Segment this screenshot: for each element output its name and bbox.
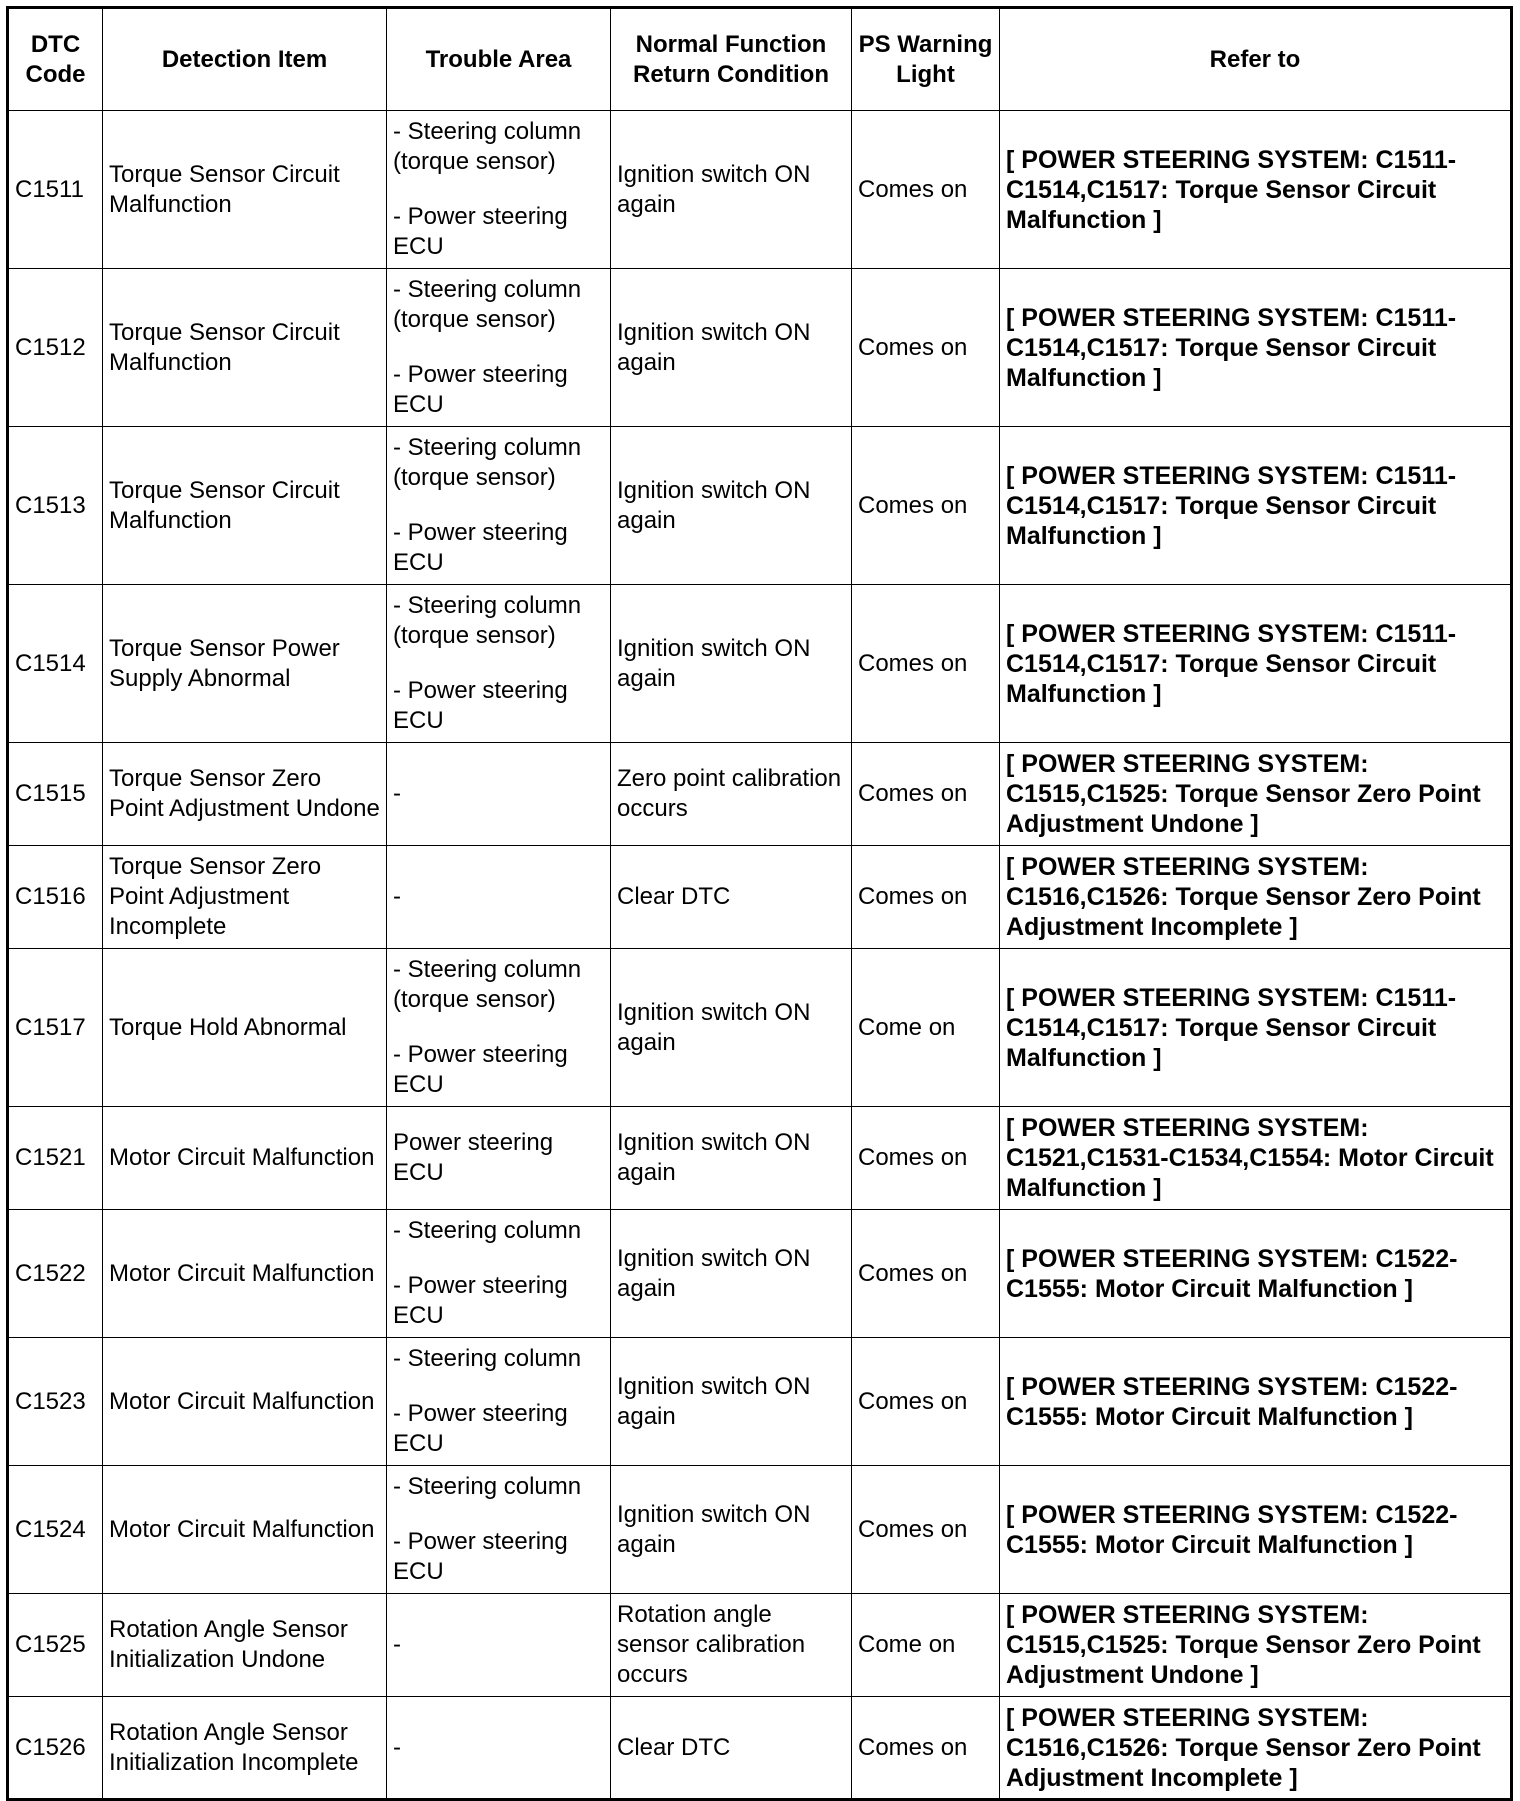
dtc-code-cell: C1515 bbox=[8, 743, 103, 846]
trouble-area-line: - Power steering ECU bbox=[393, 361, 568, 418]
normal-return-cell: Ignition switch ON again bbox=[611, 427, 852, 585]
detection-item-cell: Torque Sensor Zero Point Adjustment Undone bbox=[103, 743, 387, 846]
trouble-area-line: - Power steering ECU bbox=[393, 1400, 568, 1457]
trouble-area-cell bbox=[387, 585, 611, 743]
header-ps-warning-light: PS Warning Light bbox=[852, 8, 1000, 111]
detection-item-cell: Torque Sensor Power Supply Abnormal bbox=[103, 585, 387, 743]
normal-return-cell: Ignition switch ON again bbox=[611, 585, 852, 743]
detection-item-cell: Torque Hold Abnormal bbox=[103, 949, 387, 1107]
normal-return-cell: Clear DTC bbox=[611, 1697, 852, 1800]
trouble-area-cell: - bbox=[387, 1697, 611, 1800]
dtc-code-cell: C1513 bbox=[8, 427, 103, 585]
refer-to-cell: [ POWER STEERING SYSTEM: C1511-C1514,C1517: Torque Sensor Circuit Malfunction ] bbox=[1000, 269, 1512, 427]
normal-return-cell: Zero point calibration occurs bbox=[611, 743, 852, 846]
detection-item-cell: Rotation Angle Sensor Initialization Incomplete bbox=[103, 1697, 387, 1800]
table-row bbox=[8, 743, 1512, 846]
detection-item-cell: Torque Sensor Circuit Malfunction bbox=[103, 111, 387, 269]
refer-to-cell: [ POWER STEERING SYSTEM: C1515,C1525: Torque Sensor Zero Point Adjustment Undone ] bbox=[1000, 743, 1512, 846]
normal-return-cell: Rotation angle sensor calibration occurs bbox=[611, 1594, 852, 1697]
trouble-area-line: - Steering column bbox=[393, 1473, 582, 1500]
trouble-area-cell bbox=[387, 427, 611, 585]
ps-warning-cell: Comes on bbox=[852, 585, 1000, 743]
header-trouble-area: Trouble Area bbox=[387, 8, 611, 111]
refer-to-cell: [ POWER STEERING SYSTEM: C1511-C1514,C1517: Torque Sensor Circuit Malfunction ] bbox=[1000, 427, 1512, 585]
refer-to-cell: [ POWER STEERING SYSTEM: C1511-C1514,C1517: Torque Sensor Circuit Malfunction ] bbox=[1000, 111, 1512, 269]
trouble-area-line: - Power steering ECU bbox=[393, 677, 568, 734]
normal-return-cell: Ignition switch ON again bbox=[611, 1338, 852, 1466]
ps-warning-cell: Comes on bbox=[852, 743, 1000, 846]
ps-warning-cell: Comes on bbox=[852, 111, 1000, 269]
ps-warning-cell: Comes on bbox=[852, 1697, 1000, 1800]
ps-warning-cell: Come on bbox=[852, 1594, 1000, 1697]
dtc-table bbox=[6, 6, 1513, 1801]
trouble-area-cell: - bbox=[387, 1594, 611, 1697]
ps-warning-cell: Comes on bbox=[852, 1338, 1000, 1466]
ps-warning-cell: Comes on bbox=[852, 1210, 1000, 1338]
dtc-code-cell: C1516 bbox=[8, 846, 103, 949]
header-detection-item: Detection Item bbox=[103, 8, 387, 111]
trouble-area-line: - Steering column (torque sensor) bbox=[393, 434, 582, 491]
trouble-area-line: - Power steering ECU bbox=[393, 519, 568, 576]
refer-to-cell: [ POWER STEERING SYSTEM: C1522-C1555: Motor Circuit Malfunction ] bbox=[1000, 1338, 1512, 1466]
header-normal-function-return: Normal Function Return Condition bbox=[611, 8, 852, 111]
table-row bbox=[8, 427, 1512, 585]
normal-return-cell: Ignition switch ON again bbox=[611, 269, 852, 427]
trouble-area-cell: Power steering ECU bbox=[387, 1107, 611, 1210]
trouble-area-cell bbox=[387, 111, 611, 269]
trouble-area-cell: - bbox=[387, 743, 611, 846]
table-row bbox=[8, 269, 1512, 427]
table-row bbox=[8, 949, 1512, 1107]
header-dtc-code: DTC Code bbox=[8, 8, 103, 111]
ps-warning-cell: Come on bbox=[852, 949, 1000, 1107]
ps-warning-cell: Comes on bbox=[852, 269, 1000, 427]
dtc-code-cell: C1523 bbox=[8, 1338, 103, 1466]
dtc-code-cell: C1512 bbox=[8, 269, 103, 427]
dtc-code-cell: C1526 bbox=[8, 1697, 103, 1800]
trouble-area-cell bbox=[387, 1466, 611, 1594]
detection-item-cell: Torque Sensor Circuit Malfunction bbox=[103, 269, 387, 427]
trouble-area-line: - Steering column (torque sensor) bbox=[393, 276, 582, 333]
trouble-area-line: - Steering column (torque sensor) bbox=[393, 118, 582, 175]
ps-warning-cell: Comes on bbox=[852, 427, 1000, 585]
detection-item-cell: Torque Sensor Circuit Malfunction bbox=[103, 427, 387, 585]
trouble-area-cell bbox=[387, 269, 611, 427]
trouble-area-line: - Steering column bbox=[393, 1345, 582, 1372]
trouble-area-line: - Steering column (torque sensor) bbox=[393, 592, 582, 649]
table-row bbox=[8, 846, 1512, 949]
header-refer-to: Refer to bbox=[1000, 8, 1512, 111]
trouble-area-line: - Power steering ECU bbox=[393, 1528, 568, 1585]
refer-to-cell: [ POWER STEERING SYSTEM: C1522-C1555: Motor Circuit Malfunction ] bbox=[1000, 1466, 1512, 1594]
refer-to-cell: [ POWER STEERING SYSTEM: C1521,C1531-C1534,C1554: Motor Circuit Malfunction ] bbox=[1000, 1107, 1512, 1210]
detection-item-cell: Motor Circuit Malfunction bbox=[103, 1466, 387, 1594]
trouble-area-line: - Power steering ECU bbox=[393, 1041, 568, 1098]
normal-return-cell: Ignition switch ON again bbox=[611, 111, 852, 269]
detection-item-cell: Rotation Angle Sensor Initialization Undone bbox=[103, 1594, 387, 1697]
table-row bbox=[8, 111, 1512, 269]
detection-item-cell: Motor Circuit Malfunction bbox=[103, 1338, 387, 1466]
table-row bbox=[8, 1338, 1512, 1466]
refer-to-cell: [ POWER STEERING SYSTEM: C1511-C1514,C1517: Torque Sensor Circuit Malfunction ] bbox=[1000, 949, 1512, 1107]
refer-to-cell: [ POWER STEERING SYSTEM: C1515,C1525: Torque Sensor Zero Point Adjustment Undone ] bbox=[1000, 1594, 1512, 1697]
normal-return-cell: Ignition switch ON again bbox=[611, 949, 852, 1107]
dtc-code-cell: C1511 bbox=[8, 111, 103, 269]
table-row bbox=[8, 1466, 1512, 1594]
trouble-area-line: - Steering column (torque sensor) bbox=[393, 956, 582, 1013]
detection-item-cell: Motor Circuit Malfunction bbox=[103, 1107, 387, 1210]
detection-item-cell: Torque Sensor Zero Point Adjustment Incomplete bbox=[103, 846, 387, 949]
ps-warning-cell: Comes on bbox=[852, 1107, 1000, 1210]
table-row bbox=[8, 1107, 1512, 1210]
trouble-area-cell bbox=[387, 1210, 611, 1338]
trouble-area-line: - Steering column bbox=[393, 1217, 582, 1244]
dtc-code-cell: C1522 bbox=[8, 1210, 103, 1338]
normal-return-cell: Ignition switch ON again bbox=[611, 1210, 852, 1338]
refer-to-cell: [ POWER STEERING SYSTEM: C1511-C1514,C1517: Torque Sensor Circuit Malfunction ] bbox=[1000, 585, 1512, 743]
dtc-code-cell: C1514 bbox=[8, 585, 103, 743]
normal-return-cell: Ignition switch ON again bbox=[611, 1107, 852, 1210]
dtc-code-cell: C1521 bbox=[8, 1107, 103, 1210]
normal-return-cell: Clear DTC bbox=[611, 846, 852, 949]
trouble-area-line: - Power steering ECU bbox=[393, 203, 568, 260]
refer-to-cell: [ POWER STEERING SYSTEM: C1522-C1555: Motor Circuit Malfunction ] bbox=[1000, 1210, 1512, 1338]
dtc-code-cell: C1524 bbox=[8, 1466, 103, 1594]
table-row bbox=[8, 1697, 1512, 1800]
ps-warning-cell: Comes on bbox=[852, 1466, 1000, 1594]
ps-warning-cell: Comes on bbox=[852, 846, 1000, 949]
header-row bbox=[8, 8, 1512, 111]
trouble-area-line: - Power steering ECU bbox=[393, 1272, 568, 1329]
table-row bbox=[8, 1594, 1512, 1697]
refer-to-cell: [ POWER STEERING SYSTEM: C1516,C1526: Torque Sensor Zero Point Adjustment Incomplete ] bbox=[1000, 1697, 1512, 1800]
refer-to-cell: [ POWER STEERING SYSTEM: C1516,C1526: Torque Sensor Zero Point Adjustment Incomplete ] bbox=[1000, 846, 1512, 949]
dtc-code-cell: C1517 bbox=[8, 949, 103, 1107]
trouble-area-cell bbox=[387, 949, 611, 1107]
detection-item-cell: Motor Circuit Malfunction bbox=[103, 1210, 387, 1338]
dtc-code-cell: C1525 bbox=[8, 1594, 103, 1697]
table-row bbox=[8, 1210, 1512, 1338]
trouble-area-cell bbox=[387, 1338, 611, 1466]
trouble-area-cell: - bbox=[387, 846, 611, 949]
normal-return-cell: Ignition switch ON again bbox=[611, 1466, 852, 1594]
table-row bbox=[8, 585, 1512, 743]
